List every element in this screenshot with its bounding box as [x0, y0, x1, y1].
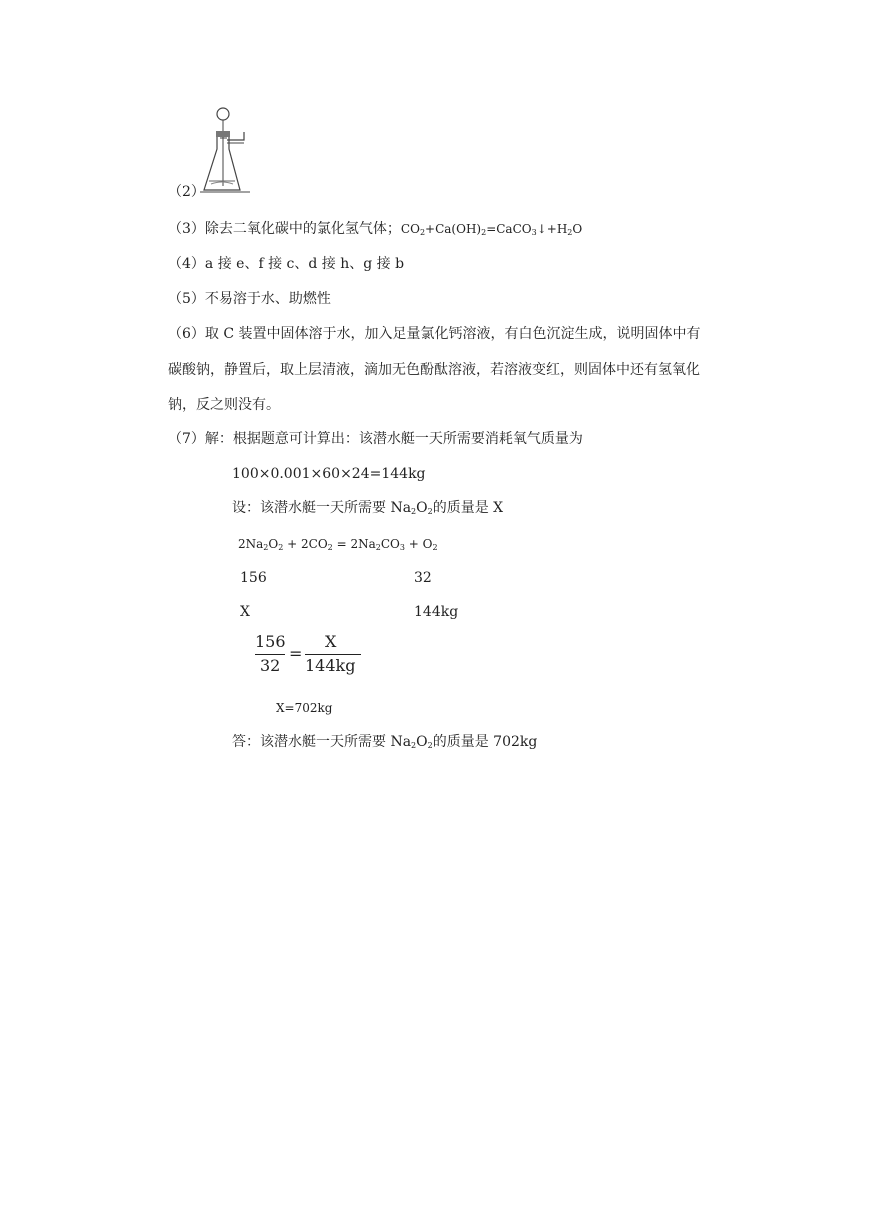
- item-4-line: （4）a 接 e、f 接 c、d 接 h、g 接 b: [168, 256, 405, 272]
- fraction-numerator-1: 156: [255, 632, 286, 651]
- item-6-line-1: （6）取 C 装置中固体溶于水，加入足量氯化钙溶液，有白色沉淀生成，说明固体中有: [168, 326, 701, 342]
- fraction-numerator-2: X: [325, 632, 337, 651]
- equals-sign: =: [289, 644, 303, 663]
- result-line: X=702kg: [276, 701, 333, 715]
- proportion-fraction: [255, 632, 375, 680]
- equation-line: $2Na_2O_2 + 2CO_2 = 2Na_2CO_3 + O_2$: [238, 537, 438, 552]
- item-5-line: （5）不易溶于水、助燃性: [168, 291, 331, 307]
- item-3-line: （3）除去二氧化碳中的氯化氢气体；$CO_2+Ca(OH)_2=CaCO_3↓+H_2O$: [168, 221, 583, 237]
- flask-apparatus-figure: [200, 104, 260, 198]
- fraction-bar-1: [255, 654, 285, 655]
- unknown-x: X: [240, 604, 250, 620]
- item-6-line-3: 钠，反之则没有。: [168, 397, 280, 413]
- molar-mass-o2: 32: [414, 570, 432, 586]
- oxygen-mass: 144kg: [414, 604, 459, 620]
- item-2-label: （2）: [168, 184, 205, 200]
- item-7-line: （7）解：根据题意可计算出：该潜水艇一天所需要消耗氧气质量为: [168, 431, 583, 447]
- item-6-line-2: 碳酸钠，静置后，取上层清液，滴加无色酚酞溶液，若溶液变红，则固体中还有氢氧化: [168, 362, 700, 378]
- answer-line: 答：该潜水艇一天所需要 $Na_2O_2$的质量是 702kg: [232, 734, 538, 750]
- fraction-denominator-2: 144kg: [305, 656, 356, 675]
- let-line: 设：该潜水艇一天所需要 $Na_2O_2$的质量是 X: [232, 500, 504, 516]
- fraction-bar-2: [305, 654, 361, 655]
- molar-mass-na2o2: 156: [240, 570, 267, 586]
- calc-line: 100×0.001×60×24=144kg: [232, 466, 426, 482]
- fraction-denominator-1: 32: [260, 656, 281, 675]
